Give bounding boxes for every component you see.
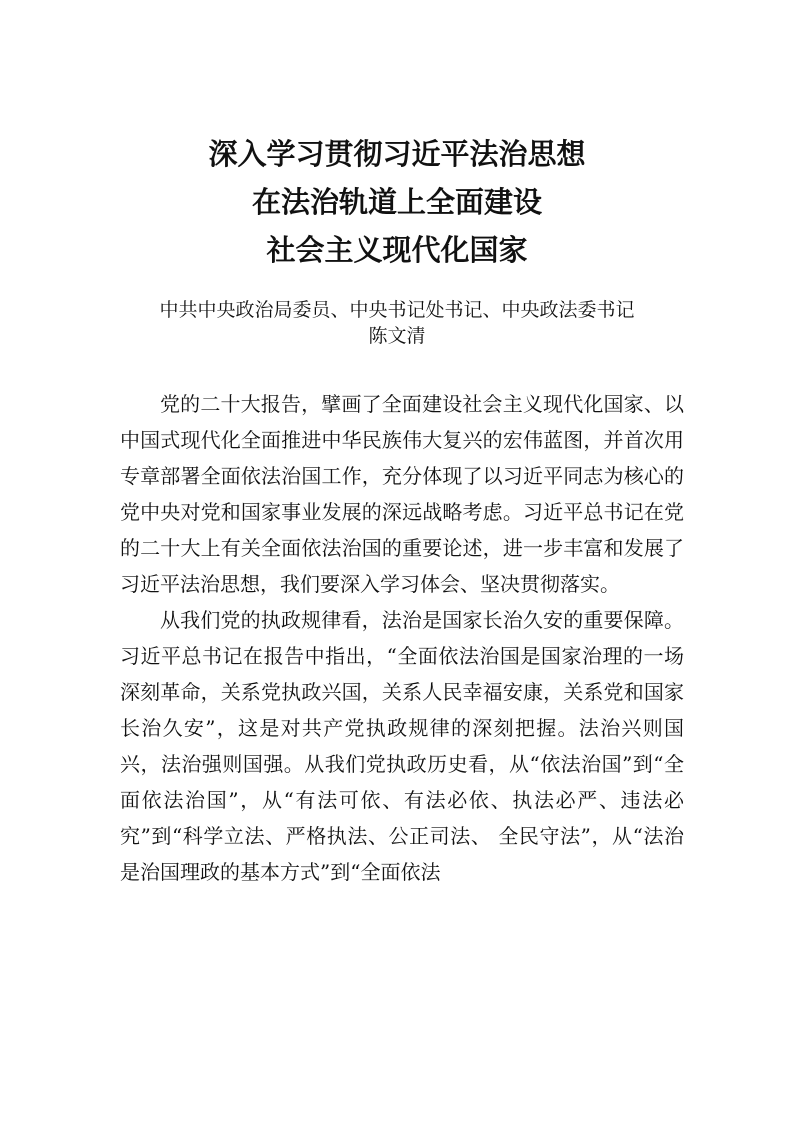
paragraph-1: 党的二十大报告，擘画了全面建设社会主义现代化国家、以中国式现代化全面推进中华民族伟大复兴的宏伟蓝图，并首次用专章部署全面依法治国工作，充分体现了以习近平同志为核心的党中央对党和国家事业发展的深远战略考虑。习近平总书记在党的二十大上有关全面依法治国的重要论述，进一步丰富和发展了习近平法治思想，我们要深入学习体会、坚决贯彻落实。 <box>120 392 684 596</box>
title-line-3: 社会主义现代化国家 <box>266 233 528 267</box>
author-block <box>0 297 794 349</box>
author-position: 中共中央政治局委员、中央书记处书记、中央政法委书记 <box>159 299 635 321</box>
title-line-2: 在法治轨道上全面建设 <box>251 185 542 219</box>
title-line-1: 深入学习贯彻习近平法治思想 <box>208 137 586 171</box>
author-name: 陈文清 <box>368 325 426 347</box>
paragraph-2: 从我们党的执政规律看，法治是国家长治久安的重要保障。习近平总书记在报告中指出，“全面依法治国是国家治理的一场深刻革命，关系党执政兴国，关系人民幸福安康，关系党和国家长治久安”，这是对共产党执政规律的深刻把握。法治兴则国兴，法治强则国强。从我们党执政历史看，从“依法治国”到“全面依法治国”，从“有法可依、有法必依、执法必严、违法必究”到“科学立法、严格执法、公正司法、 全民守法”，从“法治是治国理政的基本方式”到“全面依法 <box>120 608 684 884</box>
body-text <box>120 386 684 890</box>
title-block <box>0 130 794 274</box>
